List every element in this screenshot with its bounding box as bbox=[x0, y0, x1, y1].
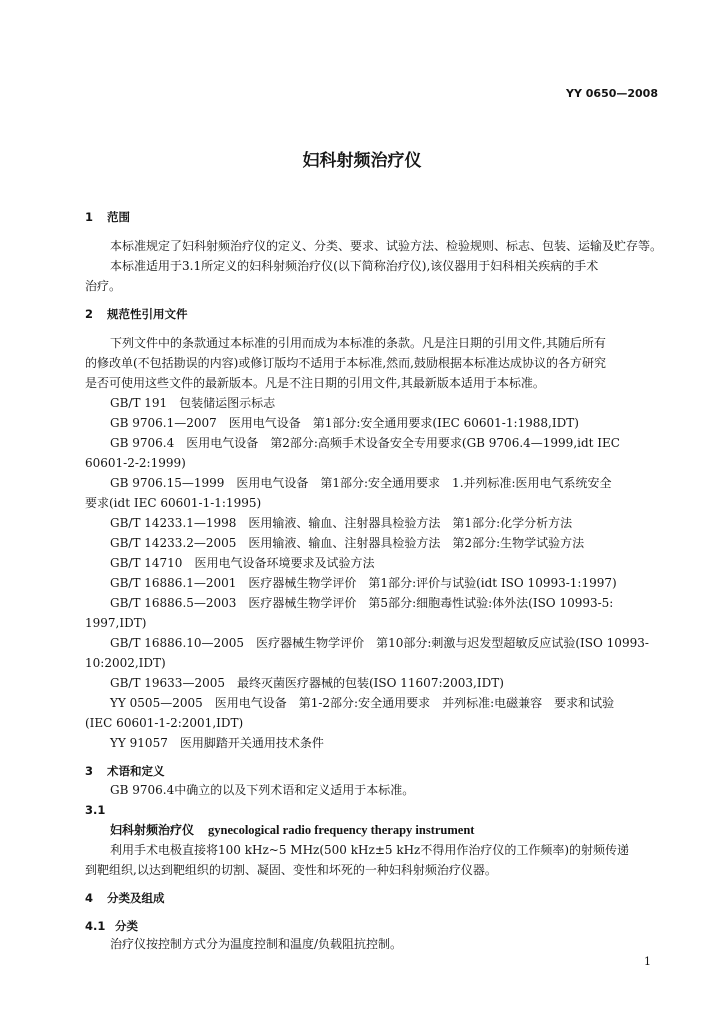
section-number: 3 bbox=[85, 764, 94, 778]
reference-item: GB 9706.15—1999 医用电气设备 第1部分:安全通用要求 1.并列标准:医用电气系统安全 bbox=[110, 476, 612, 490]
section-1-heading bbox=[85, 209, 130, 225]
section-4-heading bbox=[85, 890, 165, 906]
subsection-number: 4.1 bbox=[85, 919, 106, 933]
reference-continuation: (IEC 60601-1-2:2001,IDT) bbox=[85, 716, 244, 730]
paragraph: 本标准适用于3.1所定义的妇科射频治疗仪(以下简称治疗仪),该仪器用于妇科相关疾病的手术 bbox=[110, 259, 599, 273]
section-number: 1 bbox=[85, 210, 94, 224]
subsection-number: 3.1 bbox=[85, 803, 106, 817]
reference-item: YY 0505—2005 医用电气设备 第1-2部分:安全通用要求 并列标准:电磁兼容 要求和试验 bbox=[110, 696, 615, 710]
page-number: 1 bbox=[644, 955, 651, 968]
section-title: 规范性引用文件 bbox=[107, 307, 188, 321]
subsection-heading bbox=[85, 918, 138, 934]
paragraph: 本标准规定了妇科射频治疗仪的定义、分类、要求、试验方法、检验规则、标志、包装、运输及贮存等。 bbox=[110, 239, 663, 253]
section-title: 术语和定义 bbox=[107, 764, 165, 778]
paragraph: 治疗仪按控制方式分为温度控制和温度/负载阻抗控制。 bbox=[110, 937, 403, 951]
paragraph-continuation: 的修改单(不包括勘误的内容)或修订版均不适用于本标准,然而,鼓励根据本标准达成协议的各方研究 bbox=[85, 356, 606, 370]
reference-item: GB/T 14233.2—2005 医用输液、输血、注射器具检验方法 第2部分:生物学试验方法 bbox=[110, 536, 585, 550]
term-entry bbox=[110, 822, 474, 838]
reference-continuation: 1997,IDT) bbox=[85, 616, 147, 630]
reference-item: GB/T 14710 医用电气设备环境要求及试验方法 bbox=[110, 556, 375, 570]
paragraph: 下列文件中的条款通过本标准的引用而成为本标准的条款。凡是注日期的引用文件,其随后所有 bbox=[110, 336, 606, 350]
standard-number: YY 0650—2008 bbox=[566, 87, 658, 100]
section-2-heading bbox=[85, 306, 188, 322]
reference-item: GB/T 16886.1—2001 医疗器械生物学评价 第1部分:评价与试验(idt ISO 10993-1:1997) bbox=[110, 576, 617, 590]
reference-continuation: 60601-2-2:1999) bbox=[85, 456, 186, 470]
section-number: 4 bbox=[85, 891, 94, 905]
reference-item: GB/T 191 包装储运图示标志 bbox=[110, 396, 276, 410]
term-english: gynecological radio frequency therapy instrument bbox=[208, 823, 475, 837]
document-title: 妇科射频治疗仪 bbox=[302, 151, 422, 171]
section-title: 范围 bbox=[107, 210, 130, 224]
reference-item: GB/T 19633—2005 最终灭菌医疗器械的包装(ISO 11607:2003,IDT) bbox=[110, 676, 504, 690]
paragraph-continuation: 到靶组织,以达到靶组织的切割、凝固、变性和坏死的一种妇科射频治疗仪器。 bbox=[85, 863, 497, 877]
reference-item: YY 91057 医用脚踏开关通用技术条件 bbox=[110, 736, 324, 750]
section-3-heading bbox=[85, 763, 165, 779]
reference-item: GB 9706.1—2007 医用电气设备 第1部分:安全通用要求(IEC 60601-1:1988,IDT) bbox=[110, 416, 579, 430]
paragraph-continuation: 是否可使用这些文件的最新版本。凡是不注日期的引用文件,其最新版本适用于本标准。 bbox=[85, 376, 545, 390]
reference-item: GB/T 16886.10—2005 医疗器械生物学评价 第10部分:刺激与迟发型超敏反应试验(ISO 10993- bbox=[110, 636, 649, 650]
reference-item: GB/T 14233.1—1998 医用输液、输血、注射器具检验方法 第1部分:化学分析方法 bbox=[110, 516, 573, 530]
subsection-title: 分类 bbox=[115, 919, 138, 933]
section-title: 分类及组成 bbox=[107, 891, 165, 905]
section-number: 2 bbox=[85, 307, 94, 321]
reference-continuation: 要求(idt IEC 60601-1-1:1995) bbox=[85, 496, 262, 510]
reference-continuation: 10:2002,IDT) bbox=[85, 656, 166, 670]
paragraph-continuation: 治疗。 bbox=[85, 279, 122, 293]
term-chinese: 妇科射频治疗仪 bbox=[110, 823, 195, 837]
paragraph: GB 9706.4中确立的以及下列术语和定义适用于本标准。 bbox=[110, 783, 415, 797]
reference-item: GB 9706.4 医用电气设备 第2部分:高频手术设备安全专用要求(GB 9706.4—1999,idt IEC bbox=[110, 436, 620, 450]
reference-item: GB/T 16886.5—2003 医疗器械生物学评价 第5部分:细胞毒性试验:体外法(ISO 10993-5: bbox=[110, 596, 614, 610]
paragraph: 利用手术电极直接将100 kHz~5 MHz(500 kHz±5 kHz不得用作治疗仪的工作频率)的射频传递 bbox=[110, 843, 630, 857]
